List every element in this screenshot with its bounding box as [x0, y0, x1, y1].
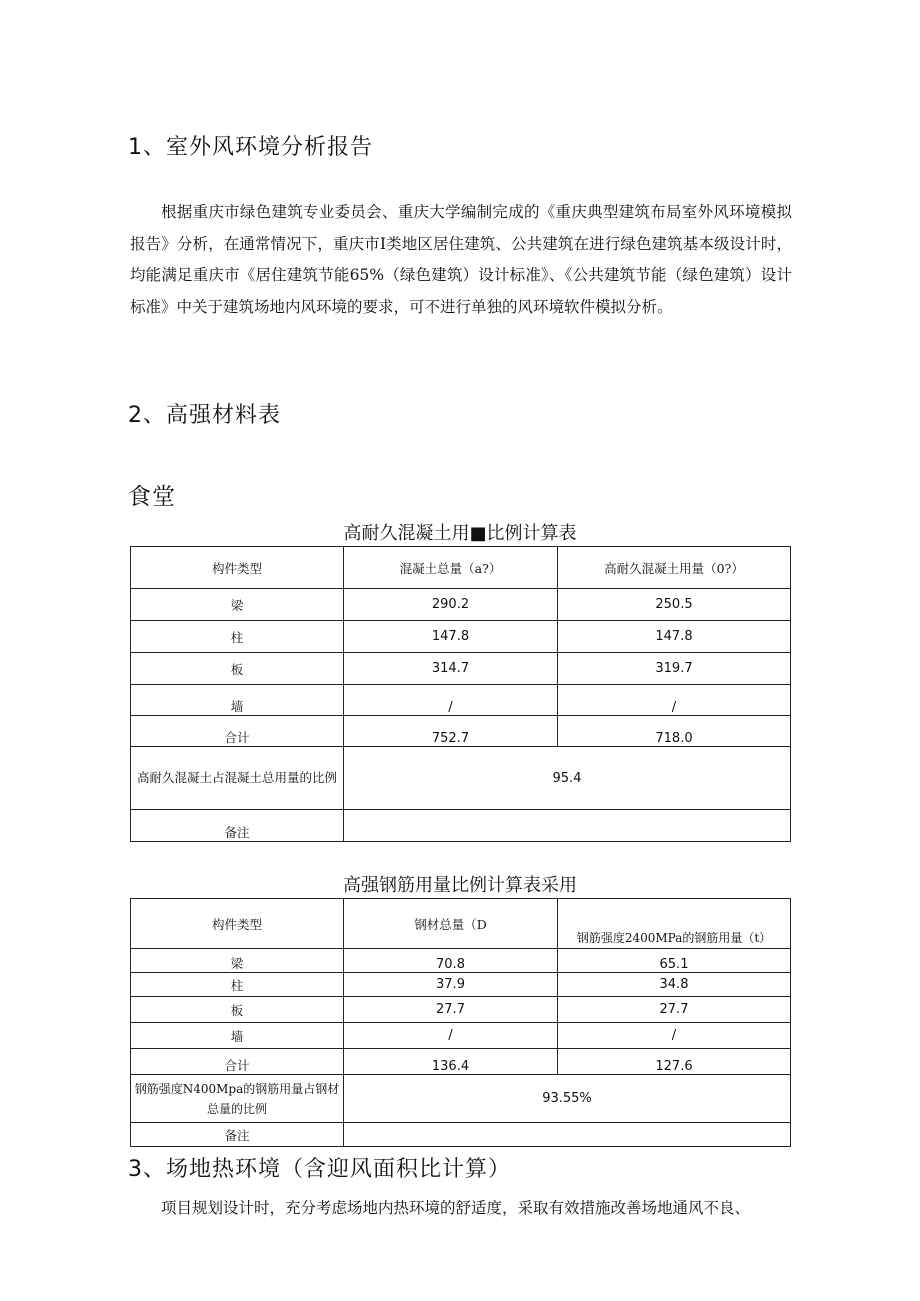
steel-total-value: 27.7: [344, 997, 558, 1023]
durable-concrete-value: 319.7: [558, 653, 791, 685]
row-label: 柱: [131, 621, 344, 653]
header-concrete-total: 混凝土总量（a?）: [344, 547, 558, 589]
table-row: [131, 589, 791, 621]
row-label: 合计: [131, 1049, 344, 1075]
durable-concrete-value: 147.8: [558, 621, 791, 653]
note-label: 备注: [131, 810, 344, 842]
concrete-ratio-table: [130, 546, 791, 842]
header-component-type: 构件类型: [131, 547, 344, 589]
high-strength-steel-value: 34.8: [558, 973, 791, 997]
table-row: [131, 685, 791, 716]
table-row: [131, 997, 791, 1023]
concrete-total-value: /: [344, 685, 558, 716]
table-row: [131, 1023, 791, 1049]
high-strength-steel-value: 65.1: [558, 949, 791, 973]
concrete-total-value: 290.2: [344, 589, 558, 621]
table-row-note: [131, 1123, 791, 1147]
section-2-title: 2、高强材料表: [128, 403, 281, 428]
row-label: 板: [131, 653, 344, 685]
table-row-ratio: [131, 747, 791, 810]
table-row: [131, 653, 791, 685]
high-strength-steel-value: 27.7: [558, 997, 791, 1023]
ratio-label: 钢筋强度N400Mpa的钢筋用量占钢材总量的比例: [131, 1075, 344, 1123]
header-steel-total: 钢材总量（D: [344, 899, 558, 949]
row-label: 墙: [131, 685, 344, 716]
table-header-row: [131, 899, 791, 949]
row-label: 梁: [131, 589, 344, 621]
section-3-title: 3、场地热环境（含迎风面积比计算）: [128, 1157, 511, 1182]
steel-total-value: 37.9: [344, 973, 558, 997]
canteen-subtitle: 食堂: [128, 484, 176, 510]
row-label: 合计: [131, 716, 344, 747]
table-row: [131, 949, 791, 973]
note-label: 备注: [131, 1123, 344, 1147]
concrete-total-value: 314.7: [344, 653, 558, 685]
row-label: 柱: [131, 973, 344, 997]
table-row: [131, 621, 791, 653]
header-high-strength-steel: 钢筋强度2400MPa的钢筋用量（t）: [558, 899, 791, 949]
durable-concrete-value: 250.5: [558, 589, 791, 621]
section-3-paragraph: 项目规划设计时，充分考虑场地内热环境的舒适度，采取有效措施改善场地通风不良、: [161, 1199, 751, 1217]
ratio-label: 高耐久混凝土占混凝土总用量的比例: [131, 747, 344, 810]
header-durable-concrete: 高耐久混凝土用量（0?）: [558, 547, 791, 589]
table-row-ratio: [131, 1075, 791, 1123]
high-strength-steel-value: /: [558, 1023, 791, 1049]
table-row-note: [131, 810, 791, 842]
steel-total-value: 136.4: [344, 1049, 558, 1075]
note-value: [344, 810, 791, 842]
row-label: 墙: [131, 1023, 344, 1049]
steel-table-caption: 高强钢筋用量比例计算表采用: [343, 875, 577, 896]
table-row-total: [131, 1049, 791, 1075]
note-value: [344, 1123, 791, 1147]
section-1-paragraph: 根据重庆市绿色建筑专业委员会、重庆大学编制完成的《重庆典型建筑布局室外风环境模拟报告》分析，在通常情况下，重庆市I类地区居住建筑、公共建筑在进行绿色建筑基本级设计时，均能满足重庆市《居住建筑节能65%（绿色建筑）设计标准》、《公共建筑节能（绿色建筑）设计标准》中关于建筑场地内风环境的要求，可不进行单独的风环境软件模拟分析。: [130, 203, 792, 316]
header-component-type: 构件类型: [131, 899, 344, 949]
row-label: 梁: [131, 949, 344, 973]
steel-total-value: /: [344, 1023, 558, 1049]
ratio-value: 93.55%: [344, 1075, 791, 1123]
durable-concrete-value: 718.0: [558, 716, 791, 747]
steel-total-value: 70.8: [344, 949, 558, 973]
concrete-total-value: 752.7: [344, 716, 558, 747]
high-strength-steel-value: 127.6: [558, 1049, 791, 1075]
ratio-value: 95.4: [344, 747, 791, 810]
section-1-title: 1、室外风环境分析报告: [128, 135, 373, 160]
table-row-total: [131, 716, 791, 747]
steel-ratio-table: [130, 898, 791, 1147]
table-header-row: [131, 547, 791, 589]
concrete-table-caption: 高耐久混凝土用■比例计算表: [343, 523, 577, 544]
row-label: 板: [131, 997, 344, 1023]
concrete-total-value: 147.8: [344, 621, 558, 653]
durable-concrete-value: /: [558, 685, 791, 716]
table-row: [131, 973, 791, 997]
